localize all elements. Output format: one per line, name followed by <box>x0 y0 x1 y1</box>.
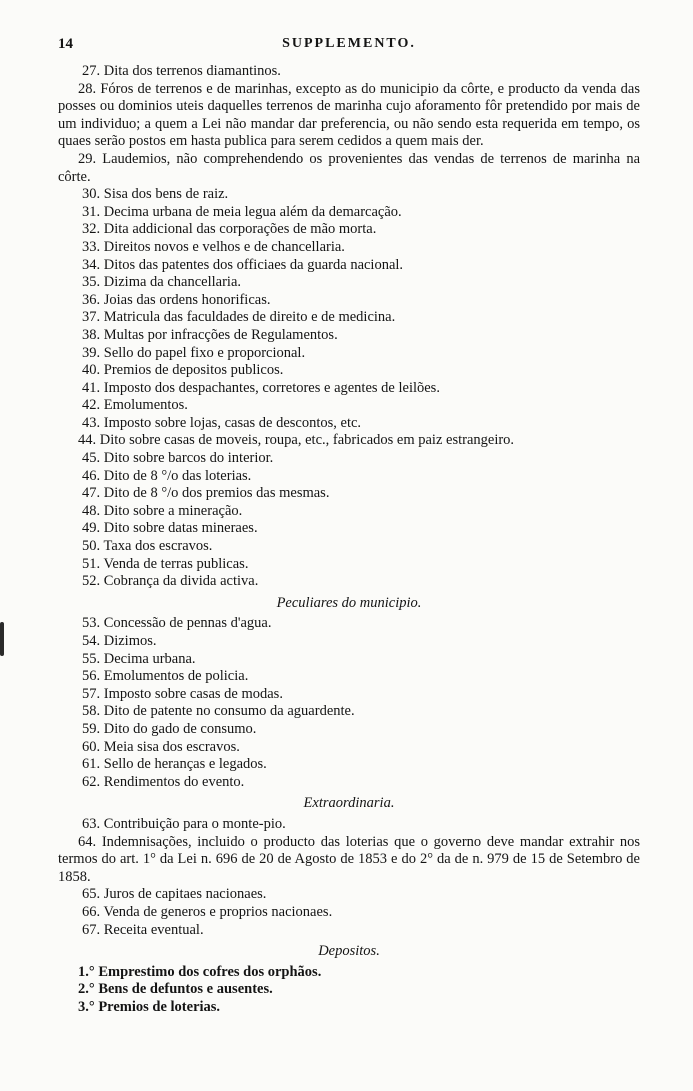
list-item <box>58 686 640 704</box>
item-number: 34. <box>82 256 101 273</box>
item-number: 51. <box>82 555 101 572</box>
item-text: Cobrança da divida activa. <box>103 573 259 590</box>
item-text: Bens de defuntos e ausentes. <box>98 981 273 998</box>
item-number: 1.° <box>78 963 95 980</box>
list-item <box>58 327 640 345</box>
item-number: 30. <box>82 186 101 203</box>
item-number: 28. <box>78 80 97 97</box>
list-item <box>58 538 640 556</box>
item-number: 63. <box>82 815 101 832</box>
item-number: 27. <box>82 63 101 79</box>
list-item <box>58 450 640 468</box>
list-item-44 <box>58 432 640 450</box>
section-heading-depositos: Depositos. <box>318 943 380 960</box>
item-text: Dito sobre barcos do interior. <box>103 450 274 467</box>
item-number: 60. <box>82 738 101 755</box>
item-text: Venda de generos e proprios nacionaes. <box>103 903 333 920</box>
list-item <box>58 573 640 591</box>
item-number: 37. <box>82 309 101 326</box>
item-number: 46. <box>82 467 101 484</box>
item-text: Imposto sobre lojas, casas de descontos, etc. <box>103 414 362 431</box>
item-text: Emolumentos. <box>103 397 188 414</box>
item-number: 64. <box>78 833 97 850</box>
margin-mark <box>0 622 4 656</box>
item-number: 38. <box>82 326 101 343</box>
item-number: 65. <box>82 886 101 903</box>
item-number: 61. <box>82 756 101 773</box>
list-item <box>58 415 640 433</box>
item-text: Imposto dos despachantes, corretores e agentes de leilões. <box>103 379 440 396</box>
item-text: Sello do papel fixo e proporcional. <box>103 344 306 361</box>
list-item <box>58 981 640 999</box>
item-number: 33. <box>82 238 101 255</box>
list-item <box>58 292 640 310</box>
list-item <box>58 309 640 327</box>
item-text: Venda de terras publicas. <box>103 555 249 572</box>
page-number: 14 <box>58 36 73 52</box>
item-text: Dito de 8 °/o dos premios das mesmas. <box>103 485 330 502</box>
item-text: Sello de heranças e legados. <box>103 756 267 773</box>
item-number: 36. <box>82 291 101 308</box>
list-item <box>58 186 640 204</box>
item-number: 32. <box>82 221 101 238</box>
item-text: Joias das ordens honorificas. <box>103 291 271 308</box>
item-text: Indemnisações, incluido o producto das loterias que o governo deve mandar extrahir nos termos do art. 1° da Lei n. 696 de 20 de Agosto de 1853 e do 2° da de n. 979 de 15 de Setembro de 1858. <box>58 833 641 885</box>
item-text: Dito de 8 °/o das loterias. <box>103 467 252 484</box>
item-number: 47. <box>82 485 101 502</box>
running-title: SUPPLEMENTO. <box>282 36 416 51</box>
page-header <box>58 36 640 58</box>
item-number: 58. <box>82 703 101 720</box>
item-text: Dizimos. <box>103 633 157 649</box>
list-item <box>58 816 640 834</box>
item-text: Concessão de pennas d'agua. <box>103 615 272 632</box>
item-number: 52. <box>82 573 101 590</box>
list-item <box>58 999 640 1017</box>
item-number: 50. <box>82 538 101 555</box>
list-item <box>58 380 640 398</box>
list-item <box>58 886 640 904</box>
item-text: Sisa dos bens de raiz. <box>103 186 229 203</box>
item-number: 3.° <box>78 998 95 1015</box>
list-item-29 <box>58 151 640 186</box>
list-item <box>58 615 640 633</box>
item-text: Dito sobre a mineração. <box>103 502 243 519</box>
item-number: 42. <box>82 397 101 414</box>
list-item <box>58 668 640 686</box>
list-item <box>58 651 640 669</box>
list-item <box>58 633 640 651</box>
list-item <box>58 468 640 486</box>
item-number: 67. <box>82 921 101 938</box>
list-item <box>58 204 640 222</box>
item-text: Laudemios, não comprehendendo os provenientes das vendas de terrenos de marinha na côrte. <box>58 150 640 185</box>
list-item <box>58 362 640 380</box>
list-item <box>58 922 640 940</box>
item-text: Dito de patente no consumo da aguardente. <box>103 703 355 720</box>
item-text: Dito do gado de consumo. <box>103 720 257 737</box>
item-text: Contribuição para o monte-pio. <box>103 815 286 832</box>
item-number: 54. <box>82 633 101 649</box>
item-text: Decima urbana de meia legua além da demarcação. <box>103 203 402 220</box>
item-text: Rendimentos do evento. <box>103 773 245 790</box>
list-item <box>58 703 640 721</box>
item-number: 45. <box>82 450 101 467</box>
item-number: 56. <box>82 668 101 685</box>
item-text: Dita dos terrenos diamantinos. <box>103 63 281 79</box>
list-item <box>58 221 640 239</box>
item-text: Emprestimo dos cofres dos orphãos. <box>98 963 322 980</box>
item-number: 59. <box>82 720 101 737</box>
item-number: 53. <box>82 615 101 632</box>
list-item <box>58 739 640 757</box>
item-number: 62. <box>82 773 101 790</box>
list-item <box>58 774 640 792</box>
item-number: 41. <box>82 379 101 396</box>
item-text: Ditos das patentes dos officiaes da guarda nacional. <box>103 256 404 273</box>
revenue-list <box>58 63 640 1016</box>
item-number: 39. <box>82 344 101 361</box>
list-item <box>58 345 640 363</box>
item-text: Premios de depositos publicos. <box>103 362 284 379</box>
list-item-28 <box>58 81 640 151</box>
item-number: 55. <box>82 650 101 667</box>
item-number: 31. <box>82 203 101 220</box>
list-item <box>58 274 640 292</box>
item-text: Multas por infracções de Regulamentos. <box>103 326 338 343</box>
list-item <box>58 556 640 574</box>
list-item-64 <box>58 834 640 887</box>
item-text: Decima urbana. <box>103 650 196 667</box>
item-number: 57. <box>82 685 101 702</box>
item-text: Emolumentos de policia. <box>103 668 249 685</box>
list-item <box>58 756 640 774</box>
item-text: Premios de loterias. <box>98 998 221 1015</box>
section-heading-municipio: Peculiares do municipio. <box>276 594 422 611</box>
item-text: Fóros de terrenos e de marinhas, excepto as do municipio da côrte, e producto da venda das posses ou dominios uteis daquelles terrenos de marinha cujo aforamento fôr pretendido por mais de um individuo; a quem a Lei não mandar dar preferencia, ou não sendo esta requerida em tempo, os quaes serão postos em hasta publica para serem cedidos a quem mais der. <box>58 80 640 150</box>
item-number: 29. <box>78 150 97 167</box>
list-item <box>58 63 640 81</box>
item-number: 43. <box>82 414 101 431</box>
item-number: 2.° <box>78 981 95 998</box>
list-item <box>58 721 640 739</box>
list-item <box>58 239 640 257</box>
item-number: 35. <box>82 274 101 291</box>
list-item <box>58 485 640 503</box>
item-text: Dito sobre casas de moveis, roupa, etc., fabricados em paiz estrangeiro. <box>99 432 515 449</box>
item-number: 48. <box>82 502 101 519</box>
list-item <box>58 397 640 415</box>
item-text: Imposto sobre casas de modas. <box>103 685 283 702</box>
list-item <box>58 257 640 275</box>
item-text: Juros de capitaes nacionaes. <box>103 886 267 903</box>
list-item <box>58 520 640 538</box>
item-text: Dito sobre datas mineraes. <box>103 520 258 537</box>
item-text: Taxa dos escravos. <box>103 538 213 555</box>
section-heading-extraordinaria: Extraordinaria. <box>303 795 395 812</box>
list-item <box>58 964 640 982</box>
item-number: 40. <box>82 362 101 379</box>
item-number: 66. <box>82 903 101 920</box>
item-number: 44. <box>78 432 97 449</box>
item-text: Matricula das faculdades de direito e de medicina. <box>103 309 396 326</box>
item-text: Direitos novos e velhos e de chancellaria. <box>103 238 345 255</box>
item-number: 49. <box>82 520 101 537</box>
list-item <box>58 904 640 922</box>
item-text: Meia sisa dos escravos. <box>103 738 240 755</box>
list-item <box>58 503 640 521</box>
item-text: Dizima da chancellaria. <box>103 274 242 291</box>
item-text: Receita eventual. <box>103 921 204 938</box>
item-text: Dita addicional das corporações de mão morta. <box>103 221 377 238</box>
